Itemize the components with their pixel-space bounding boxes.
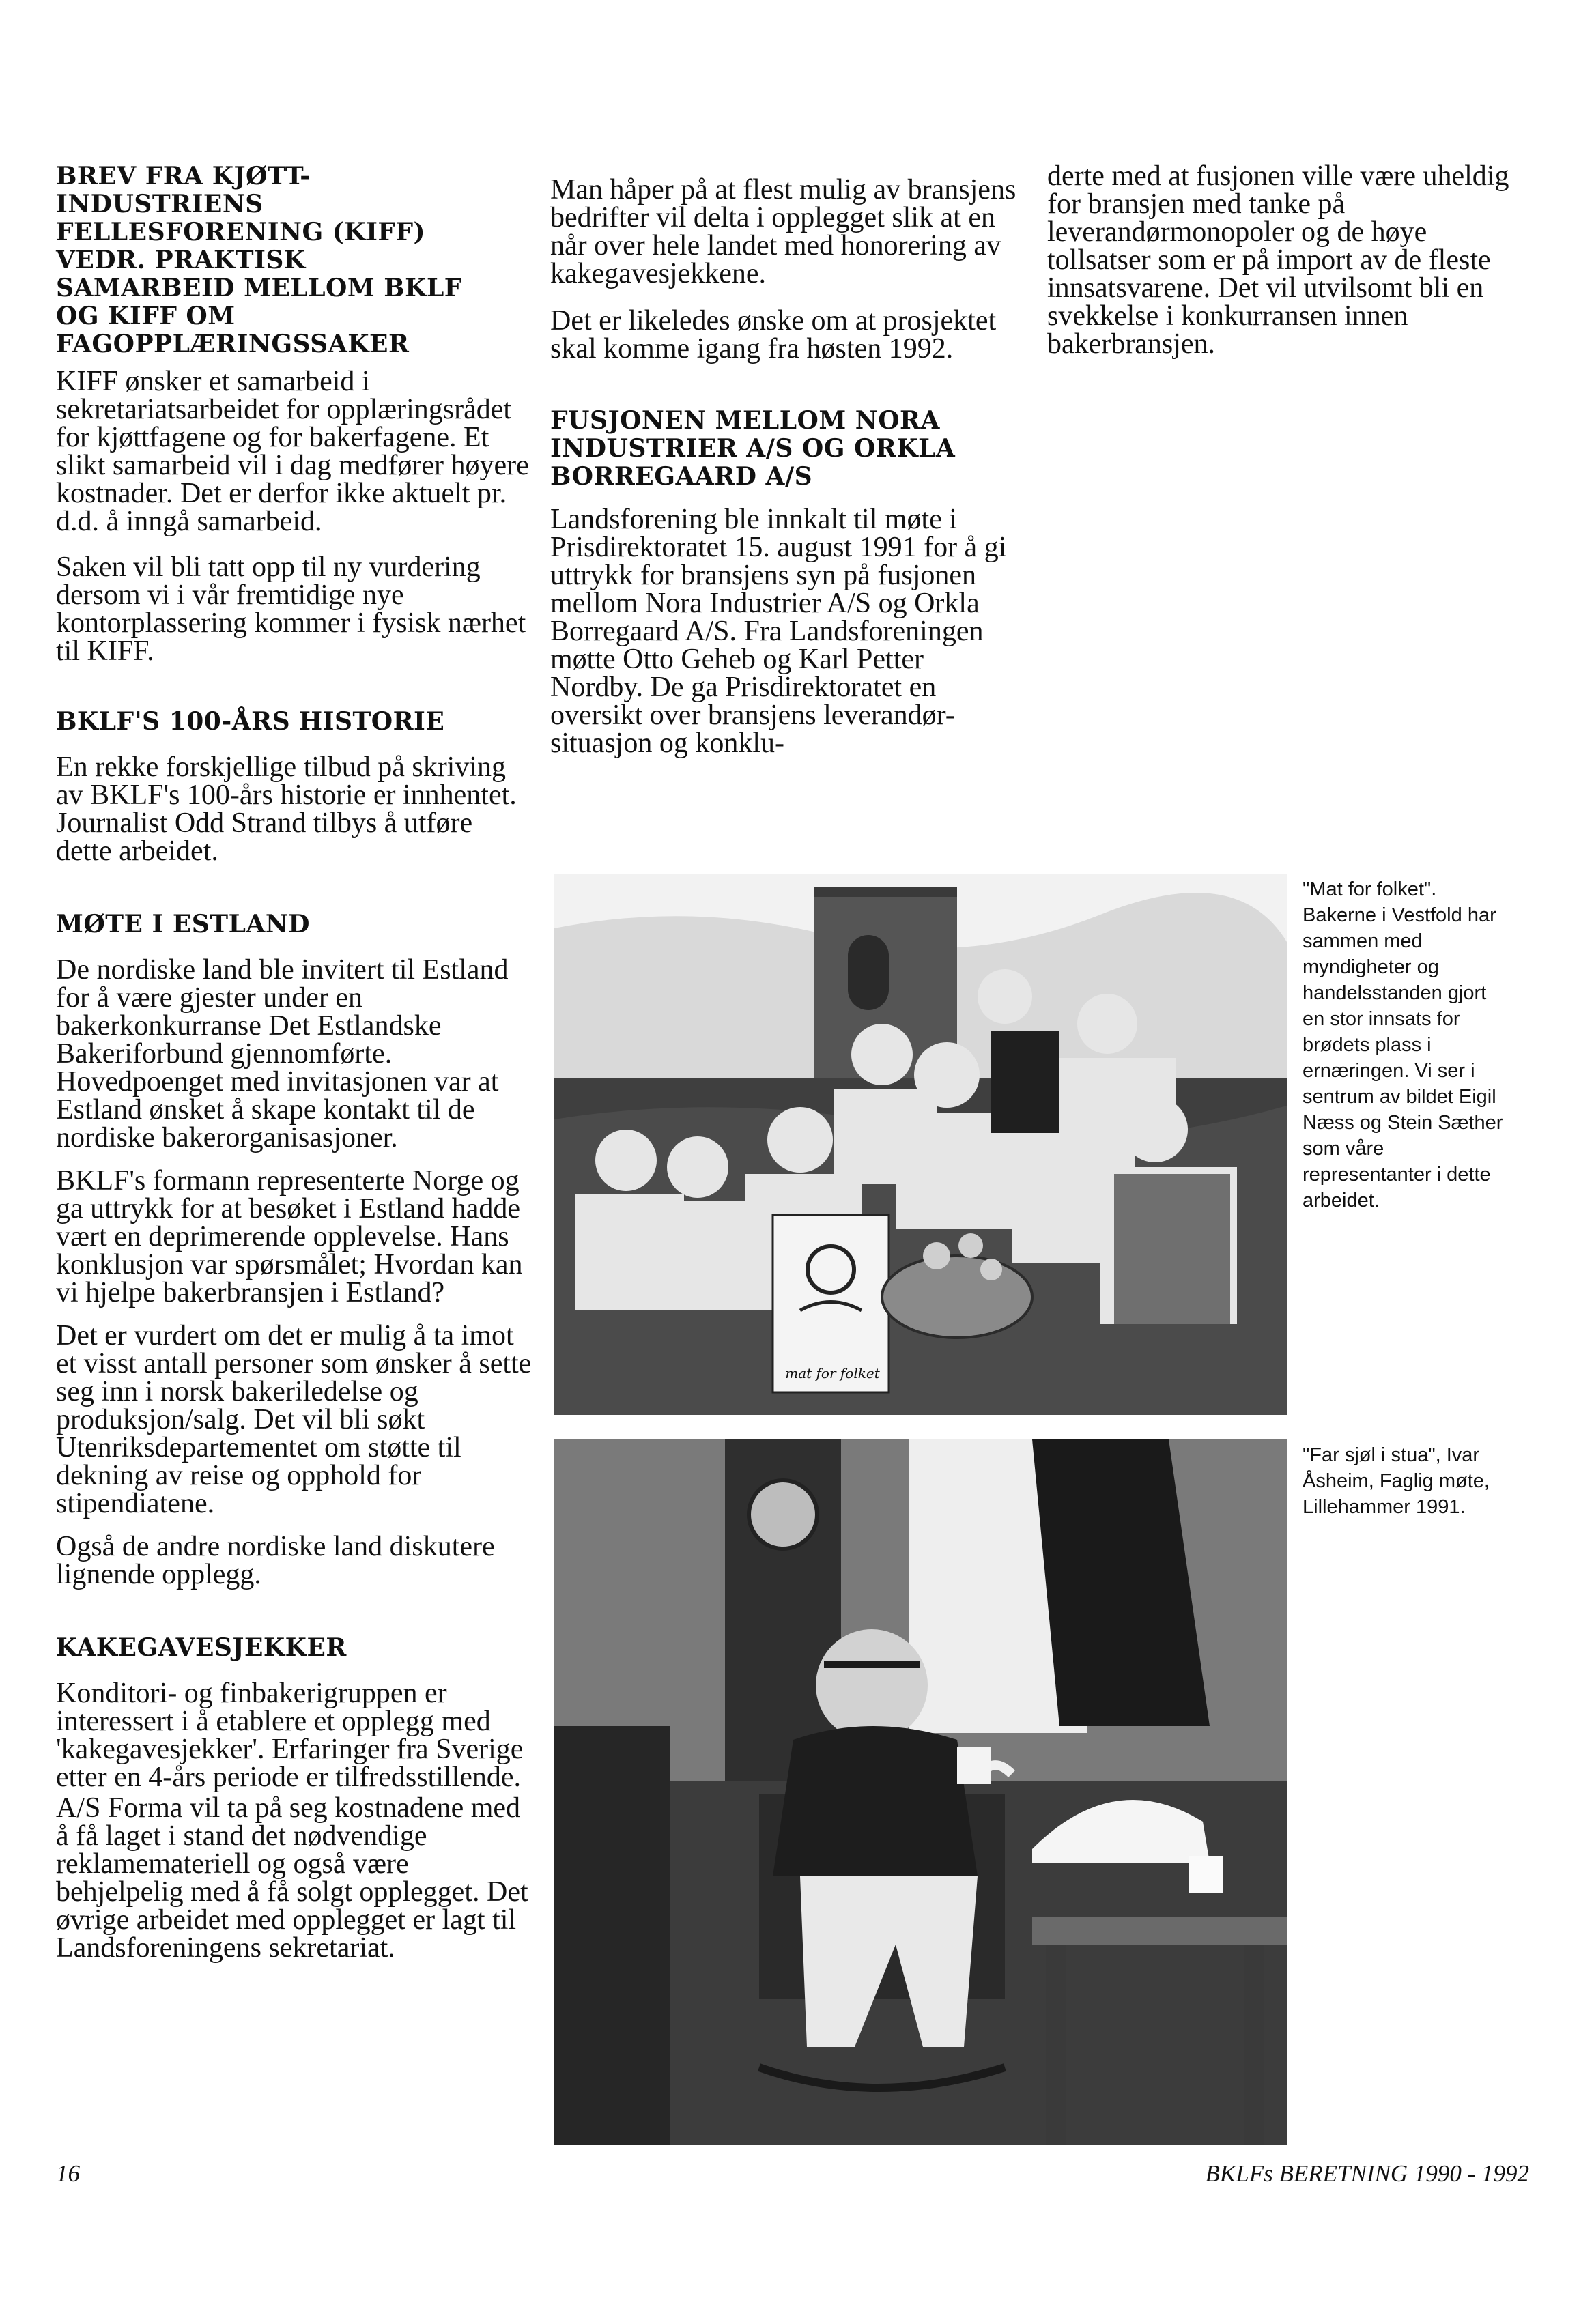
left-column bbox=[56, 162, 534, 1962]
estland-paragraph-3: Det er vurdert om det er mulig å ta imot et visst antall personer som ønsker å sette seg inn i norsk bakeriledelse og produksjon/salg. Det vil bli søkt Utenriksdepartementet om støtte til dekning av reise og opphold for stipendiatene. bbox=[56, 1320, 532, 1519]
estland-heading: MØTE I ESTLAND bbox=[56, 910, 310, 938]
estland-paragraph-1: De nordiske land ble invitert til Estland for å være gjester under en bakerkonkurranse Det Estlandske Bakeriforbund gjennomførte. Hovedpoenget med invitasjonen var at Estland ønsket å skape kontakt til de nordiske bakerorganisasjoner. bbox=[56, 954, 509, 1153]
bakers-group-illustration bbox=[554, 874, 1287, 1415]
mat-for-folket-caption: "Mat for folket". Bakerne i Vestfold har sammen med myndigheter og handelsstanden gjort en stor innsats for brødets plass i ernæringen. Vi ser i sentrum av bildet Eigil Næss og Stein Sæther som våre representanter i dette arbeidet. bbox=[1303, 878, 1503, 1211]
fusjon-paragraph-1: Landsforening ble innkalt til møte i Prisdirektoratet 15. august 1991 for å gi uttrykk for bransjens syn på fusjonen mellom Nora Industrier A/S og Orkla Borregaard A/S. Fra Landsforeningen møtte Otto Geheb og Karl Petter Nordby. De ga Prisdirektoratet en oversikt over bransjens leverandør-situasjon og konklu- bbox=[550, 504, 1007, 759]
fusjon-heading: FUSJONEN MELLOM NORA INDUSTRIER A/S OG ORKLA BORREGAARD A/S bbox=[550, 406, 956, 491]
kiff-paragraph-2: Saken vil bli tatt opp til ny vurdering dersom vi i vår fremtidige nye kontorplassering kommer i fysisk nærhet til KIFF. bbox=[56, 551, 526, 667]
publication-title: BKLFs BERETNING 1990 - 1992 bbox=[1205, 2160, 1529, 2187]
right-column bbox=[1047, 162, 1525, 358]
kake-paragraph-1: Konditori- og finbakerigruppen er interessert i å etablere et opplegg med 'kakegavesjekker'. Erfaringer fra Sverige etter en 4-års periode er tilfredsstillende. bbox=[56, 1678, 524, 1793]
far-sjol-i-stua-photo bbox=[554, 1439, 1287, 2145]
kiff-heading: BREV FRA KJØTT-INDUSTRIENS FELLESFORENING (KIFF) VEDR. PRAKTISK SAMARBEID MELLOM BKLF OG KIFF OM FAGOPPLÆRINGSSAKER bbox=[56, 162, 462, 358]
man-in-rocking-chair-illustration bbox=[554, 1439, 1287, 2145]
kiff-paragraph-1: KIFF ønsker et samarbeid i sekretariatsarbeidet for opplæringsrådet for kjøttfagene og for bakerfagene. Et slikt samarbeid vil i dag medfører høyere kostnader. Det er derfor ikke aktuelt pr. d.d. å inngå samarbeid. bbox=[56, 366, 529, 537]
history-paragraph-1: En rekke forskjellige tilbud på skriving av BKLF's 100-års historie er innhentet. Journalist Odd Strand tilbys å utføre dette arbeidet. bbox=[56, 751, 517, 867]
mat-for-folket-photo bbox=[554, 874, 1287, 1415]
right-paragraph-1: derte med at fusjonen ville være uheldig for bransjen med tanke på leverandørmonopoler og de høye tollsatser som er på import av de fleste innsatsvarene. Det vil utvilsomt bli en svekkelse i konkurransen innen bakerbransjen. bbox=[1047, 160, 1509, 360]
middle-paragraph-1: Man håper på at flest mulig av bransjens bedrifter vil delta i opplegget slik at en når over hele landet med honorering av kakegavesjekkene. bbox=[550, 174, 1016, 289]
history-heading: BKLF'S 100-ÅRS HISTORIE bbox=[56, 707, 445, 736]
middle-column bbox=[550, 176, 1021, 758]
far-sjol-i-stua-caption: "Far sjøl i stua", Ivar Åsheim, Faglig møte, Lillehammer 1991. bbox=[1303, 1444, 1490, 1518]
mat-for-folket-sign-text: mat for folket bbox=[785, 1365, 880, 1381]
estland-paragraph-4: Også de andre nordiske land diskutere lignende opplegg. bbox=[56, 1531, 495, 1590]
middle-paragraph-2: Det er likeledes ønske om at prosjektet skal komme igang fra høsten 1992. bbox=[550, 305, 997, 364]
kake-heading: KAKEGAVESJEKKER bbox=[56, 1633, 347, 1662]
page-number: 16 bbox=[56, 2160, 80, 2187]
kake-paragraph-2: A/S Forma vil ta på seg kostnadene med å få laget i stand det nødvendige reklamemateriell og også være behjelpelig med å få solgt opplegget. Det øvrige arbeidet med opplegget er lagt til Landsforeningens sekretariat. bbox=[56, 1792, 528, 1964]
estland-paragraph-2: BKLF's formann representerte Norge og ga uttrykk for at besøket i Estland hadde vært en deprimerende opplevelse. Hans konklusjon var spørsmålet; Hvordan kan vi hjelpe bakerbransjen i Estland? bbox=[56, 1165, 523, 1308]
